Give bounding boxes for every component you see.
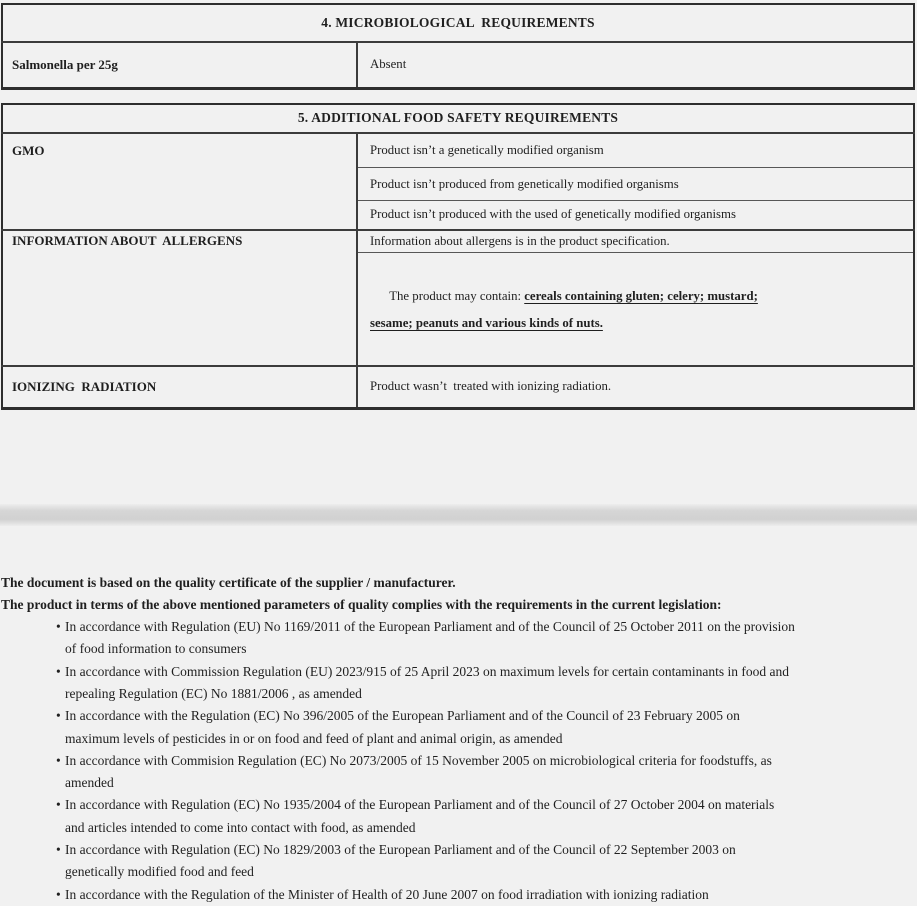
table-row xyxy=(2,366,914,408)
table-row xyxy=(2,42,914,88)
gmo-value-cell: Product isn’t produced from genetically modified organisms xyxy=(357,168,914,201)
regulation-list-item xyxy=(1,750,796,795)
document-basis-statement: The document is based on the quality certificate of the supplier / manufacturer. xyxy=(1,574,456,590)
may-contain-list: cereals containing gluten; celery; mustard; sesame; peanuts and various kinds of nuts. xyxy=(370,289,758,330)
bullet-icon: • xyxy=(56,708,61,724)
regulation-list-item xyxy=(1,884,796,906)
bullet-icon: • xyxy=(56,797,61,813)
table-row xyxy=(2,230,914,253)
additional-food-safety-table xyxy=(1,103,915,410)
parameter-name-cell: Salmonella per 25g xyxy=(2,42,357,88)
allergens-label-cell: INFORMATION ABOUT ALLERGENS xyxy=(2,230,357,367)
compliance-statement: The product in terms of the above mentioned parameters of quality complies with the requirements in the current legislation: xyxy=(1,596,722,612)
gmo-value-cell: Product isn’t a genetically modified organism xyxy=(357,133,914,168)
section4-title: 4. MICROBIOLOGICAL REQUIREMENTS xyxy=(2,4,914,42)
gmo-value-cell: Product isn’t produced with the used of genetically modified organisms xyxy=(357,201,914,230)
ionizing-label-cell: IONIZING RADIATION xyxy=(2,366,357,408)
regulation-text: In accordance with Regulation (EC) No 1829/2003 of the European Parliament and of the Council of 22 September 2003 on genetically modified food and feed xyxy=(65,842,736,880)
section5-title: 5. ADDITIONAL FOOD SAFETY REQUIREMENTS xyxy=(2,104,914,133)
regulation-list-item xyxy=(1,794,796,839)
microbiological-requirements-table xyxy=(1,3,915,90)
regulation-text: In accordance with Commision Regulation (EC) No 2073/2005 of 15 November 2005 on microbiological criteria for foodstuffs, as amended xyxy=(65,752,772,791)
regulation-list-item xyxy=(1,616,796,661)
allergens-value-cell: Information about allergens is in the product specification. xyxy=(357,230,914,253)
ionizing-value-cell: Product wasn’t treated with ionizing radiation. xyxy=(370,379,612,394)
allergens-may-contain-cell xyxy=(357,253,914,367)
regulation-text: In accordance with the Regulation of the Minister of Health of 20 June 2007 on food irradiation with ionizing radiation xyxy=(65,886,709,902)
regulation-text: In accordance with Commission Regulation (EU) 2023/915 of 25 April 2023 on maximum levels for certain contaminants in food and repealing Regulation (EC) No 1881/2006 , as amended xyxy=(65,663,789,701)
page-break-separator xyxy=(0,504,917,526)
parameter-value-cell: Absent xyxy=(370,57,407,72)
bullet-icon: • xyxy=(56,842,61,858)
bullet-icon: • xyxy=(56,619,61,635)
regulation-text: In accordance with Regulation (EU) No 1169/2011 of the European Parliament and of the Council of 25 October 2011 on the provision of food information to consumers xyxy=(65,619,795,657)
regulation-list-item xyxy=(1,705,796,750)
regulation-list-item xyxy=(1,661,796,706)
bullet-icon: • xyxy=(56,886,61,902)
regulation-list-item xyxy=(1,839,796,884)
regulation-text: In accordance with the Regulation (EC) No 396/2005 of the European Parliament and of the Council of 23 February 2005 on maximum levels of pesticides in or on food and feed of plant and animal origin, as amended xyxy=(65,708,740,746)
bullet-icon: • xyxy=(56,752,61,768)
may-contain-prefix: The product may contain: xyxy=(389,289,525,303)
table-row xyxy=(2,133,914,168)
gmo-label-cell: GMO xyxy=(2,133,357,230)
legislation-notes xyxy=(1,572,796,906)
bullet-icon: • xyxy=(56,663,61,679)
regulation-text: In accordance with Regulation (EC) No 1935/2004 of the European Parliament and of the Council of 27 October 2004 on materials and articles intended to come into contact with food, as amended xyxy=(65,797,775,835)
